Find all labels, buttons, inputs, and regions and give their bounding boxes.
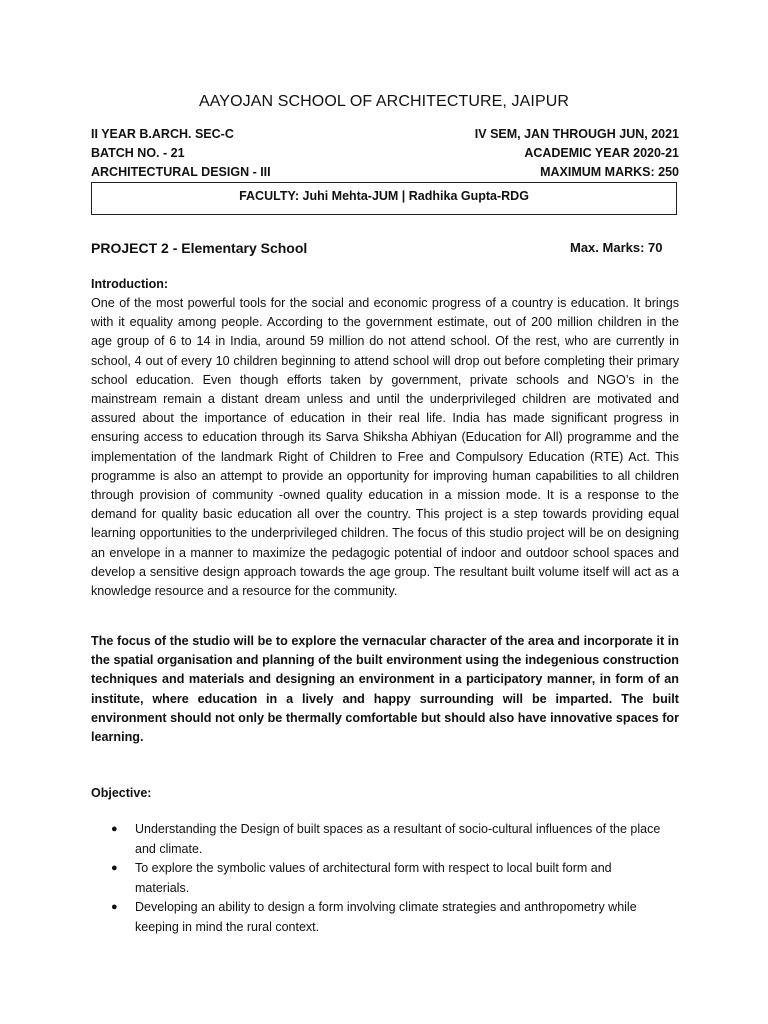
objective-text: To explore the symbolic values of architectural form with respect to local built form and materials.: [135, 861, 612, 895]
academic-year: ACADEMIC YEAR 2020-21: [524, 146, 679, 160]
bullet-icon: ●: [111, 862, 118, 874]
introduction-heading: Introduction:: [91, 277, 169, 291]
project-title: PROJECT 2 - Elementary School: [91, 240, 308, 256]
objective-list: [91, 820, 679, 937]
objective-text: Developing an ability to design a form involving climate strategies and anthropometry while keeping in mind the rural context.: [135, 900, 637, 934]
maximum-marks: MAXIMUM MARKS: 250: [540, 165, 679, 179]
course-meta: [91, 125, 679, 182]
objective-heading: Objective:: [91, 786, 152, 800]
list-item: [91, 859, 679, 898]
faculty-names: FACULTY: Juhi Mehta-JUM | Radhika Gupta-RDG: [239, 189, 529, 203]
meta-row: [91, 144, 679, 163]
faculty-box: [91, 182, 677, 215]
year-section: II YEAR B.ARCH. SEC-C: [91, 127, 234, 141]
studio-focus-paragraph: The focus of the studio will be to explore the vernacular character of the area and incorporate it in the spatial organisation and planning of the built environment using the indegenious construction techniques and materials and designing an environment in a participatory manner, in form of an institute, where education in a lively and happy surrounding will be imparted. The built environment should not only be thermally comfortable but should also have innovative spaces for learning.: [91, 634, 679, 745]
batch-number: BATCH NO. - 21: [91, 146, 185, 160]
list-item: [91, 898, 679, 937]
project-max-marks: Max. Marks: 70: [570, 240, 663, 255]
subject-name: ARCHITECTURAL DESIGN - III: [91, 165, 271, 179]
meta-row: [91, 125, 679, 144]
project-heading: [91, 238, 679, 258]
list-item: [91, 820, 679, 859]
meta-row: [91, 163, 679, 182]
semester: IV SEM, JAN THROUGH JUN, 2021: [474, 127, 679, 141]
introduction-paragraph: One of the most powerful tools for the social and economic progress of a country is education. It brings with it equality among people. According to the government estimate, out of 200 million children in the age group of 6 to 14 in India, around 59 million do not attend school. Of the rest, who are currently in school, 4 out of every 10 children beginning to attend school will drop out before completing their primary school education. Even though efforts taken by government, private schools and NGO’s in the mainstream remain a distant dream unless and until the underprivileged children are motivated and assured about the importance of education in their real life. India has made significant progress in ensuring access to education through its Sarva Shiksha Abhiyan (Education for All) programme and the implementation of the landmark Right of Children to Free and Compulsory Education (RTE) Act. This programme is also an attempt to provide an opportunity for improving human capabilities to all children through provision of community -owned quality education in a mission mode. It is a response to the demand for quality basic education all over the country. This project is a step towards providing equal learning opportunities to the underprivileged children. The focus of this studio project will be on designing an envelope in a manner to maximize the pedagogic potential of indoor and outdoor school spaces and develop a sensitive design approach towards the age group. The resultant built volume itself will act as a knowledge resource and a resource for the community.: [91, 296, 679, 599]
objective-text: Understanding the Design of built spaces as a resultant of socio-cultural influences of the place and climate.: [135, 822, 661, 856]
bullet-icon: ●: [111, 823, 118, 835]
school-title: AAYOJAN SCHOOL OF ARCHITECTURE, JAIPUR: [198, 93, 570, 110]
bullet-icon: ●: [111, 901, 118, 913]
